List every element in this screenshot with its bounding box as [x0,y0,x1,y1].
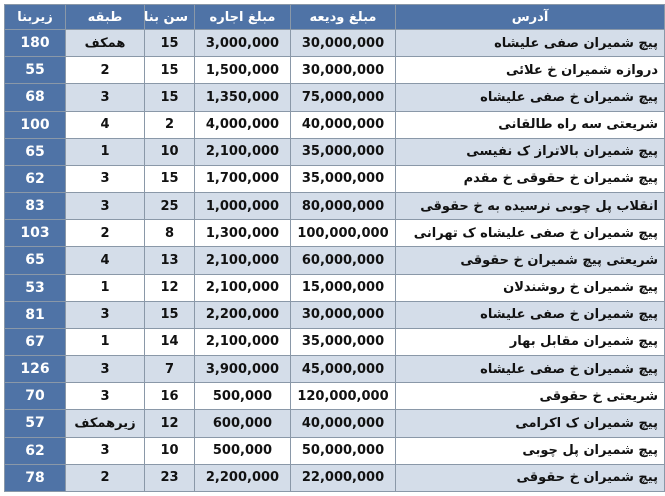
cell-floor: 3 [66,193,145,220]
cell-area: 65 [5,247,66,274]
header-row [5,5,665,30]
header-rent: مبلغ اجاره [195,5,291,30]
cell-age: 7 [145,356,195,383]
cell-floor: 2 [66,57,145,84]
cell-age: 15 [145,301,195,328]
table-row [5,220,665,247]
header-age: سن بنا [145,5,195,30]
cell-rent: 1,300,000 [195,220,291,247]
cell-address: پیچ شمیران خ روشندلان [396,274,665,301]
cell-floor: زیرهمکف [66,410,145,437]
cell-floor: 3 [66,301,145,328]
cell-address: پیچ شمیران صفی علیشاه [396,30,665,57]
cell-age: 2 [145,111,195,138]
cell-area: 65 [5,138,66,165]
table-row [5,383,665,410]
table-row [5,464,665,491]
table-row [5,328,665,355]
cell-deposit: 120,000,000 [291,383,396,410]
cell-address: پیچ شمیران خ صفی علیشاه [396,301,665,328]
cell-deposit: 45,000,000 [291,356,396,383]
table-row [5,165,665,192]
cell-rent: 3,900,000 [195,356,291,383]
cell-area: 70 [5,383,66,410]
cell-age: 14 [145,328,195,355]
cell-area: 126 [5,356,66,383]
cell-address: پیچ شمیران خ صفی علیشاه [396,356,665,383]
table-row [5,437,665,464]
cell-rent: 1,500,000 [195,57,291,84]
cell-floor: 3 [66,356,145,383]
cell-floor: 3 [66,383,145,410]
cell-area: 100 [5,111,66,138]
cell-age: 15 [145,30,195,57]
cell-deposit: 30,000,000 [291,301,396,328]
cell-address: انقلاب پل چوبی نرسیده به خ حقوقی [396,193,665,220]
cell-address: شریعتی خ حقوقی [396,383,665,410]
cell-deposit: 60,000,000 [291,247,396,274]
cell-deposit: 75,000,000 [291,84,396,111]
cell-floor: 3 [66,84,145,111]
cell-deposit: 35,000,000 [291,165,396,192]
cell-age: 25 [145,193,195,220]
cell-area: 68 [5,84,66,111]
cell-deposit: 22,000,000 [291,464,396,491]
cell-deposit: 100,000,000 [291,220,396,247]
cell-age: 15 [145,165,195,192]
table-row [5,301,665,328]
cell-deposit: 30,000,000 [291,57,396,84]
cell-area: 81 [5,301,66,328]
cell-rent: 2,100,000 [195,274,291,301]
table-row [5,111,665,138]
table-row [5,247,665,274]
cell-floor: 4 [66,111,145,138]
cell-address: شریعتی پیچ شمیران خ حقوقی [396,247,665,274]
cell-deposit: 40,000,000 [291,111,396,138]
cell-age: 16 [145,383,195,410]
cell-floor: 2 [66,464,145,491]
cell-address: پیچ شمیران خ حقوقی [396,464,665,491]
header-area: زیربنا [5,5,66,30]
cell-deposit: 40,000,000 [291,410,396,437]
cell-area: 53 [5,274,66,301]
cell-address: پیچ شمیران مقابل بهار [396,328,665,355]
table-row [5,356,665,383]
cell-age: 12 [145,274,195,301]
cell-floor: 1 [66,274,145,301]
cell-rent: 1,000,000 [195,193,291,220]
cell-age: 10 [145,138,195,165]
table-row [5,57,665,84]
cell-floor: همکف [66,30,145,57]
cell-area: 62 [5,165,66,192]
cell-rent: 1,700,000 [195,165,291,192]
cell-deposit: 80,000,000 [291,193,396,220]
header-deposit: مبلغ ودیعه [291,5,396,30]
cell-age: 15 [145,57,195,84]
cell-floor: 1 [66,138,145,165]
cell-rent: 2,100,000 [195,247,291,274]
cell-rent: 2,200,000 [195,301,291,328]
table-row [5,84,665,111]
cell-age: 15 [145,84,195,111]
cell-age: 10 [145,437,195,464]
cell-area: 78 [5,464,66,491]
cell-floor: 4 [66,247,145,274]
cell-floor: 1 [66,328,145,355]
table-row [5,274,665,301]
header-floor: طبقه [66,5,145,30]
rental-listings-table [4,4,665,492]
table-row [5,138,665,165]
cell-rent: 2,200,000 [195,464,291,491]
cell-address: پیچ شمیران خ صفی علیشاه ک تهرانی [396,220,665,247]
cell-rent: 500,000 [195,437,291,464]
table-container [4,4,658,492]
cell-area: 67 [5,328,66,355]
table-row [5,193,665,220]
cell-floor: 3 [66,165,145,192]
cell-rent: 1,350,000 [195,84,291,111]
cell-address: پیچ شمیران پل چوبی [396,437,665,464]
cell-deposit: 50,000,000 [291,437,396,464]
cell-address: پیچ شمیران ک اکرامی [396,410,665,437]
cell-area: 180 [5,30,66,57]
cell-rent: 3,000,000 [195,30,291,57]
table-row [5,30,665,57]
cell-area: 57 [5,410,66,437]
cell-address: پیچ شمیران خ صفی علیشاه [396,84,665,111]
cell-deposit: 35,000,000 [291,328,396,355]
cell-age: 23 [145,464,195,491]
cell-address: پیچ شمیران بالاتراز ک نفیسی [396,138,665,165]
cell-deposit: 35,000,000 [291,138,396,165]
cell-address: شریعتی سه راه طالقانی [396,111,665,138]
header-address: آدرس [396,5,665,30]
cell-area: 55 [5,57,66,84]
cell-area: 83 [5,193,66,220]
cell-address: پیچ شمیران خ حقوقی خ مقدم [396,165,665,192]
cell-floor: 3 [66,437,145,464]
cell-age: 12 [145,410,195,437]
table-body [5,30,665,492]
cell-age: 8 [145,220,195,247]
cell-rent: 2,100,000 [195,328,291,355]
cell-rent: 600,000 [195,410,291,437]
cell-age: 13 [145,247,195,274]
cell-rent: 4,000,000 [195,111,291,138]
cell-area: 103 [5,220,66,247]
cell-deposit: 30,000,000 [291,30,396,57]
cell-rent: 2,100,000 [195,138,291,165]
cell-area: 62 [5,437,66,464]
cell-floor: 2 [66,220,145,247]
table-row [5,410,665,437]
cell-address: دروازه شمیران خ علائی [396,57,665,84]
cell-rent: 500,000 [195,383,291,410]
cell-deposit: 15,000,000 [291,274,396,301]
